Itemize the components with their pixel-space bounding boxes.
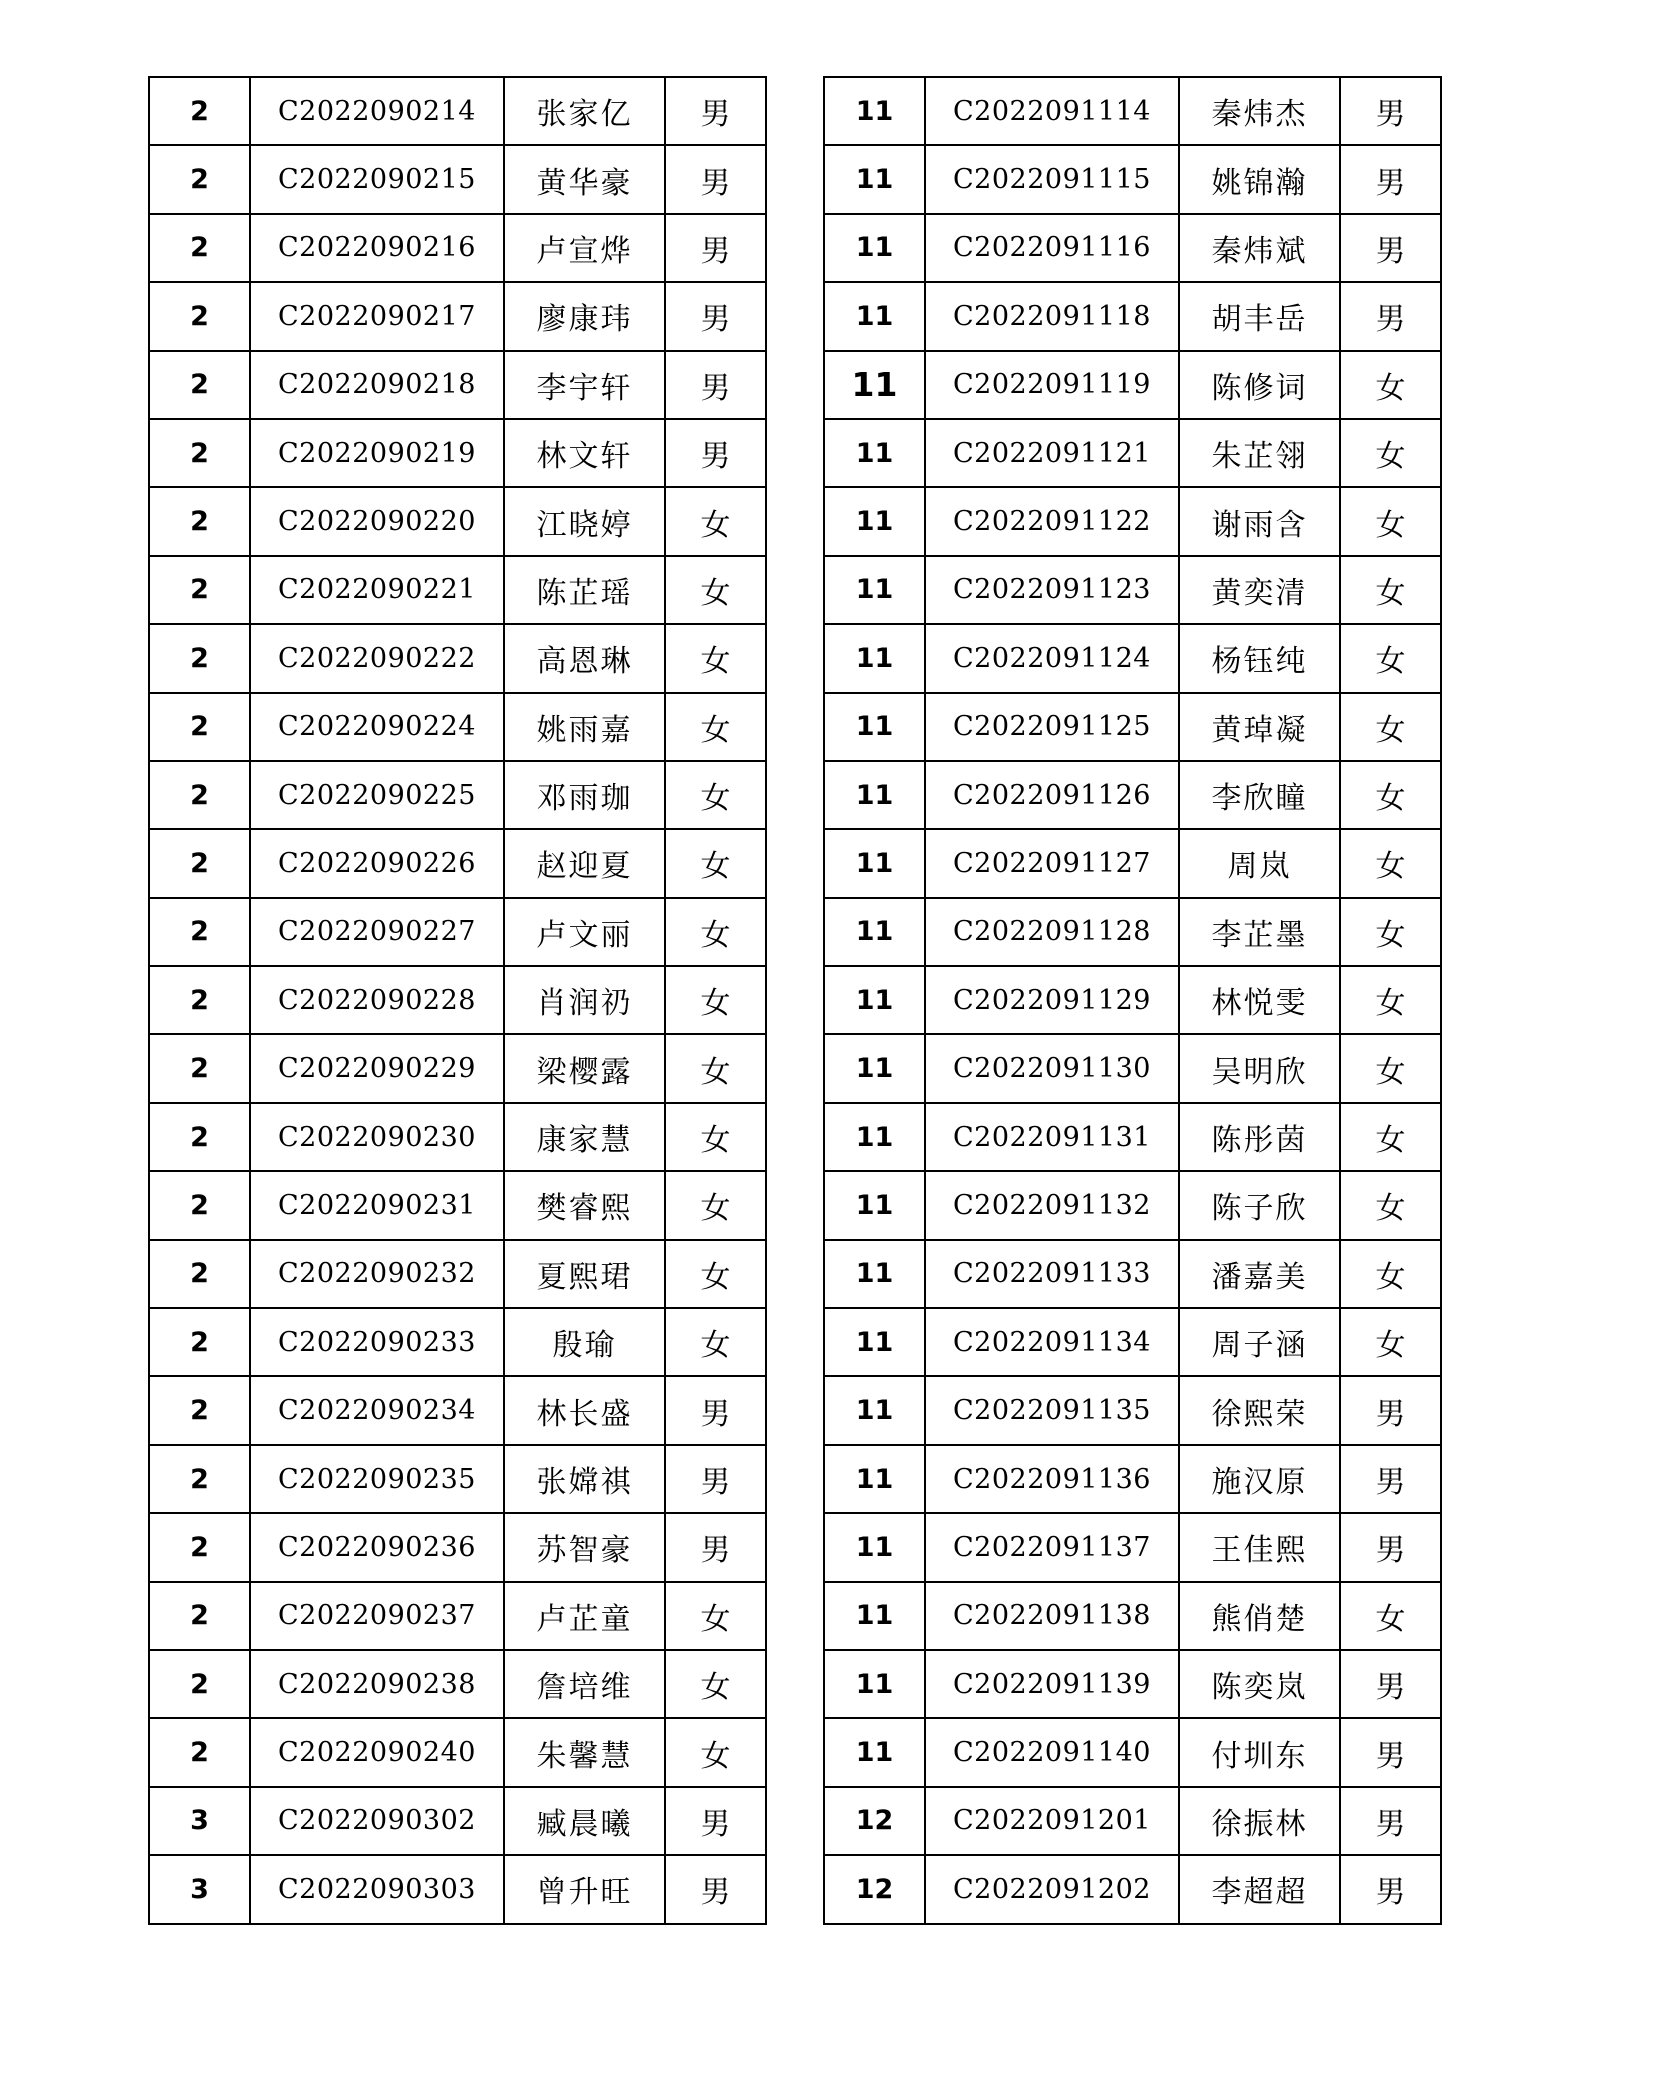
- student-id-cell: C2022091119: [925, 351, 1179, 419]
- student-name-cell: 张嫦祺: [504, 1445, 665, 1513]
- class-cell: 2: [149, 282, 250, 350]
- student-id-cell: C2022091126: [925, 761, 1179, 829]
- gender-cell: 男: [1340, 1718, 1441, 1786]
- gender-cell: 女: [1340, 487, 1441, 555]
- gender-cell: 女: [1340, 1240, 1441, 1308]
- class-cell: 2: [149, 829, 250, 897]
- table-row: [149, 1718, 766, 1786]
- student-name-cell: 夏熙珺: [504, 1240, 665, 1308]
- class-cell: 11: [824, 77, 925, 145]
- student-id-cell: C2022091115: [925, 145, 1179, 213]
- table-row: [149, 1787, 766, 1855]
- student-name-cell: 姚雨嘉: [504, 693, 665, 761]
- student-name-cell: 廖康玮: [504, 282, 665, 350]
- student-name-cell: 陈修词: [1179, 351, 1340, 419]
- student-name-cell: 黄奕清: [1179, 556, 1340, 624]
- gender-cell: 女: [1340, 1034, 1441, 1102]
- class-cell: 11: [824, 1308, 925, 1376]
- table-row: [149, 829, 766, 897]
- student-id-cell: C2022090216: [250, 214, 504, 282]
- student-id-cell: C2022091138: [925, 1582, 1179, 1650]
- student-id-cell: C2022091134: [925, 1308, 1179, 1376]
- student-id-cell: C2022090226: [250, 829, 504, 897]
- class-cell: 11: [824, 419, 925, 487]
- class-cell: 11: [824, 624, 925, 692]
- class-cell: 2: [149, 214, 250, 282]
- class-cell: 11: [824, 1650, 925, 1718]
- table-row: [824, 898, 1441, 966]
- class-cell: 2: [149, 1718, 250, 1786]
- gender-cell: 女: [1340, 761, 1441, 829]
- table-row: [149, 1103, 766, 1171]
- table-row: [824, 145, 1441, 213]
- student-id-cell: C2022091133: [925, 1240, 1179, 1308]
- student-name-cell: 苏智豪: [504, 1513, 665, 1581]
- class-cell: 11: [824, 1513, 925, 1581]
- class-cell: 11: [824, 214, 925, 282]
- student-name-cell: 黄华豪: [504, 145, 665, 213]
- class-cell: 2: [149, 487, 250, 555]
- table-row: [824, 1855, 1441, 1923]
- student-id-cell: C2022091128: [925, 898, 1179, 966]
- student-id-cell: C2022090225: [250, 761, 504, 829]
- table-row: [149, 1171, 766, 1239]
- gender-cell: 男: [1340, 1787, 1441, 1855]
- student-name-cell: 曾升旺: [504, 1855, 665, 1923]
- student-name-cell: 高恩琳: [504, 624, 665, 692]
- gender-cell: 男: [665, 351, 766, 419]
- table-row: [824, 1034, 1441, 1102]
- table-row: [149, 77, 766, 145]
- student-id-cell: C2022090235: [250, 1445, 504, 1513]
- gender-cell: 女: [665, 1171, 766, 1239]
- student-name-cell: 潘嘉美: [1179, 1240, 1340, 1308]
- student-name-cell: 陈子欣: [1179, 1171, 1340, 1239]
- student-id-cell: C2022090217: [250, 282, 504, 350]
- student-id-cell: C2022090224: [250, 693, 504, 761]
- class-cell: 11: [824, 1718, 925, 1786]
- student-name-cell: 臧晨曦: [504, 1787, 665, 1855]
- student-name-cell: 卢文丽: [504, 898, 665, 966]
- student-id-cell: C2022091124: [925, 624, 1179, 692]
- gender-cell: 女: [1340, 419, 1441, 487]
- student-name-cell: 周子涵: [1179, 1308, 1340, 1376]
- class-cell: 2: [149, 145, 250, 213]
- class-cell: 11: [824, 1445, 925, 1513]
- table-row: [824, 829, 1441, 897]
- student-id-cell: C2022091132: [925, 1171, 1179, 1239]
- student-id-cell: C2022090232: [250, 1240, 504, 1308]
- student-name-cell: 康家慧: [504, 1103, 665, 1171]
- gender-cell: 男: [665, 1787, 766, 1855]
- gender-cell: 男: [665, 282, 766, 350]
- table-row: [149, 1582, 766, 1650]
- student-id-cell: C2022091116: [925, 214, 1179, 282]
- gender-cell: 男: [665, 1513, 766, 1581]
- student-name-cell: 赵迎夏: [504, 829, 665, 897]
- student-name-cell: 胡丰岳: [1179, 282, 1340, 350]
- student-id-cell: C2022090303: [250, 1855, 504, 1923]
- gender-cell: 女: [1340, 624, 1441, 692]
- student-id-cell: C2022091125: [925, 693, 1179, 761]
- gender-cell: 女: [665, 693, 766, 761]
- table-row: [824, 966, 1441, 1034]
- class-cell: 2: [149, 556, 250, 624]
- table-row: [149, 1240, 766, 1308]
- class-cell: 11: [824, 1034, 925, 1102]
- student-name-cell: 李超超: [1179, 1855, 1340, 1923]
- gender-cell: 女: [665, 1103, 766, 1171]
- gender-cell: 男: [665, 1376, 766, 1444]
- student-id-cell: C2022091118: [925, 282, 1179, 350]
- gender-cell: 女: [665, 1718, 766, 1786]
- class-cell: 3: [149, 1787, 250, 1855]
- class-cell: 11: [824, 1582, 925, 1650]
- gender-cell: 女: [665, 1650, 766, 1718]
- gender-cell: 男: [1340, 1650, 1441, 1718]
- gender-cell: 女: [665, 556, 766, 624]
- student-name-cell: 肖润礽: [504, 966, 665, 1034]
- student-id-cell: C2022091130: [925, 1034, 1179, 1102]
- student-name-cell: 卢宣烨: [504, 214, 665, 282]
- table-row: [824, 761, 1441, 829]
- student-name-cell: 邓雨珈: [504, 761, 665, 829]
- class-cell: 11: [824, 1240, 925, 1308]
- gender-cell: 男: [665, 214, 766, 282]
- class-cell: 11: [824, 829, 925, 897]
- gender-cell: 男: [1340, 145, 1441, 213]
- table-row: [824, 77, 1441, 145]
- table-row: [824, 556, 1441, 624]
- student-id-cell: C2022091114: [925, 77, 1179, 145]
- student-name-cell: 梁樱露: [504, 1034, 665, 1102]
- table-row: [824, 624, 1441, 692]
- table-row: [824, 1103, 1441, 1171]
- table-row: [824, 1513, 1441, 1581]
- class-cell: 2: [149, 624, 250, 692]
- gender-cell: 男: [1340, 77, 1441, 145]
- gender-cell: 女: [1340, 1308, 1441, 1376]
- gender-cell: 女: [1340, 829, 1441, 897]
- student-name-cell: 熊俏楚: [1179, 1582, 1340, 1650]
- student-id-cell: C2022091135: [925, 1376, 1179, 1444]
- gender-cell: 男: [1340, 1513, 1441, 1581]
- student-name-cell: 谢雨含: [1179, 487, 1340, 555]
- gender-cell: 男: [665, 145, 766, 213]
- student-name-cell: 徐熙荣: [1179, 1376, 1340, 1444]
- student-name-cell: 陈奕岚: [1179, 1650, 1340, 1718]
- student-name-cell: 殷瑜: [504, 1308, 665, 1376]
- class-cell: 2: [149, 693, 250, 761]
- student-id-cell: C2022091129: [925, 966, 1179, 1034]
- gender-cell: 男: [1340, 282, 1441, 350]
- student-id-cell: C2022091140: [925, 1718, 1179, 1786]
- student-name-cell: 李芷墨: [1179, 898, 1340, 966]
- student-name-cell: 周岚: [1179, 829, 1340, 897]
- student-name-cell: 林长盛: [504, 1376, 665, 1444]
- student-id-cell: C2022091127: [925, 829, 1179, 897]
- class-cell: 11: [824, 487, 925, 555]
- gender-cell: 女: [665, 624, 766, 692]
- gender-cell: 男: [665, 1445, 766, 1513]
- class-cell: 2: [149, 898, 250, 966]
- gender-cell: 男: [665, 1855, 766, 1923]
- table-row: [149, 214, 766, 282]
- gender-cell: 男: [1340, 214, 1441, 282]
- student-id-cell: C2022090234: [250, 1376, 504, 1444]
- class-cell: 2: [149, 966, 250, 1034]
- class-cell: 12: [824, 1787, 925, 1855]
- table-row: [824, 693, 1441, 761]
- table-row: [824, 1445, 1441, 1513]
- gender-cell: 女: [665, 761, 766, 829]
- gender-cell: 女: [665, 898, 766, 966]
- class-cell: 11: [824, 898, 925, 966]
- student-name-cell: 李宇轩: [504, 351, 665, 419]
- student-id-cell: C2022090222: [250, 624, 504, 692]
- class-cell: 2: [149, 1240, 250, 1308]
- class-cell: 2: [149, 77, 250, 145]
- student-name-cell: 李欣瞳: [1179, 761, 1340, 829]
- gender-cell: 女: [1340, 1171, 1441, 1239]
- student-name-cell: 林悦雯: [1179, 966, 1340, 1034]
- table-row: [824, 487, 1441, 555]
- table-row: [149, 351, 766, 419]
- gender-cell: 女: [1340, 693, 1441, 761]
- table-row: [824, 1650, 1441, 1718]
- student-name-cell: 吴明欣: [1179, 1034, 1340, 1102]
- student-name-cell: 黄琸凝: [1179, 693, 1340, 761]
- gender-cell: 女: [665, 1034, 766, 1102]
- student-id-cell: C2022090218: [250, 351, 504, 419]
- class-cell: 2: [149, 1034, 250, 1102]
- class-cell: 11: [824, 556, 925, 624]
- student-id-cell: C2022090233: [250, 1308, 504, 1376]
- student-name-cell: 樊睿熙: [504, 1171, 665, 1239]
- student-name-cell: 陈芷瑶: [504, 556, 665, 624]
- gender-cell: 男: [1340, 1376, 1441, 1444]
- class-cell: 12: [824, 1855, 925, 1923]
- student-id-cell: C2022090227: [250, 898, 504, 966]
- table-row: [824, 1240, 1441, 1308]
- student-id-cell: C2022091139: [925, 1650, 1179, 1718]
- student-id-cell: C2022090231: [250, 1171, 504, 1239]
- class-cell: 11: [824, 1103, 925, 1171]
- student-name-cell: 付圳东: [1179, 1718, 1340, 1786]
- class-cell: 2: [149, 1376, 250, 1444]
- class-cell: 2: [149, 761, 250, 829]
- table-row: [149, 898, 766, 966]
- class-cell: 2: [149, 1171, 250, 1239]
- student-name-cell: 王佳熙: [1179, 1513, 1340, 1581]
- student-name-cell: 陈彤茵: [1179, 1103, 1340, 1171]
- table-row: [824, 1308, 1441, 1376]
- student-id-cell: C2022091122: [925, 487, 1179, 555]
- gender-cell: 男: [665, 77, 766, 145]
- class-cell: 11: [824, 966, 925, 1034]
- gender-cell: 男: [1340, 1855, 1441, 1923]
- class-cell: 11: [824, 693, 925, 761]
- table-row: [824, 351, 1441, 419]
- student-id-cell: C2022090230: [250, 1103, 504, 1171]
- student-id-cell: C2022091202: [925, 1855, 1179, 1923]
- student-name-cell: 张家亿: [504, 77, 665, 145]
- student-id-cell: C2022090237: [250, 1582, 504, 1650]
- roster-table-right: [823, 76, 1442, 1925]
- class-cell: 2: [149, 351, 250, 419]
- class-cell: 2: [149, 1103, 250, 1171]
- student-id-cell: C2022091137: [925, 1513, 1179, 1581]
- student-name-cell: 詹培维: [504, 1650, 665, 1718]
- class-cell: 2: [149, 1650, 250, 1718]
- student-name-cell: 徐振林: [1179, 1787, 1340, 1855]
- table-row: [149, 1034, 766, 1102]
- student-id-cell: C2022090229: [250, 1034, 504, 1102]
- student-name-cell: 朱芷翎: [1179, 419, 1340, 487]
- table-row: [824, 1171, 1441, 1239]
- table-row: [824, 214, 1441, 282]
- class-cell: 3: [149, 1855, 250, 1923]
- student-id-cell: C2022090215: [250, 145, 504, 213]
- student-id-cell: C2022091136: [925, 1445, 1179, 1513]
- table-row: [149, 1376, 766, 1444]
- roster-table-left: [148, 76, 767, 1925]
- class-cell: 11: [824, 761, 925, 829]
- class-cell: 11: [824, 1171, 925, 1239]
- student-id-cell: C2022090238: [250, 1650, 504, 1718]
- gender-cell: 女: [1340, 966, 1441, 1034]
- student-name-cell: 朱馨慧: [504, 1718, 665, 1786]
- table-row: [149, 419, 766, 487]
- student-id-cell: C2022091201: [925, 1787, 1179, 1855]
- gender-cell: 女: [1340, 1582, 1441, 1650]
- class-cell: 2: [149, 1582, 250, 1650]
- student-name-cell: 秦炜杰: [1179, 77, 1340, 145]
- table-row: [824, 1376, 1441, 1444]
- student-name-cell: 林文轩: [504, 419, 665, 487]
- gender-cell: 女: [665, 966, 766, 1034]
- table-row: [824, 1718, 1441, 1786]
- table-row: [149, 487, 766, 555]
- gender-cell: 女: [1340, 1103, 1441, 1171]
- table-row: [149, 145, 766, 213]
- table-row: [824, 419, 1441, 487]
- student-id-cell: C2022090221: [250, 556, 504, 624]
- class-cell: 11: [824, 282, 925, 350]
- student-id-cell: C2022090214: [250, 77, 504, 145]
- table-row: [824, 1787, 1441, 1855]
- class-cell: 2: [149, 1308, 250, 1376]
- student-id-cell: C2022090220: [250, 487, 504, 555]
- gender-cell: 女: [665, 487, 766, 555]
- student-name-cell: 杨钰纯: [1179, 624, 1340, 692]
- student-id-cell: C2022091131: [925, 1103, 1179, 1171]
- table-row: [149, 1650, 766, 1718]
- student-id-cell: C2022090236: [250, 1513, 504, 1581]
- gender-cell: 女: [1340, 351, 1441, 419]
- student-id-cell: C2022091121: [925, 419, 1179, 487]
- gender-cell: 女: [665, 1308, 766, 1376]
- class-cell: 2: [149, 419, 250, 487]
- table-row: [824, 1582, 1441, 1650]
- table-row: [149, 556, 766, 624]
- table-row: [149, 1855, 766, 1923]
- student-id-cell: C2022090240: [250, 1718, 504, 1786]
- gender-cell: 女: [665, 1240, 766, 1308]
- student-name-cell: 卢芷童: [504, 1582, 665, 1650]
- gender-cell: 男: [1340, 1445, 1441, 1513]
- table-row: [149, 966, 766, 1034]
- class-cell: 11: [824, 351, 925, 419]
- table-row: [149, 693, 766, 761]
- student-id-cell: C2022091123: [925, 556, 1179, 624]
- class-cell: 2: [149, 1513, 250, 1581]
- student-name-cell: 江晓婷: [504, 487, 665, 555]
- table-row: [149, 1445, 766, 1513]
- student-id-cell: C2022090219: [250, 419, 504, 487]
- table-row: [149, 624, 766, 692]
- gender-cell: 女: [1340, 898, 1441, 966]
- table-row: [824, 282, 1441, 350]
- class-cell: 2: [149, 1445, 250, 1513]
- table-row: [149, 761, 766, 829]
- class-cell: 11: [824, 1376, 925, 1444]
- student-id-cell: C2022090302: [250, 1787, 504, 1855]
- gender-cell: 女: [665, 1582, 766, 1650]
- student-name-cell: 秦炜斌: [1179, 214, 1340, 282]
- table-row: [149, 1308, 766, 1376]
- student-name-cell: 施汉原: [1179, 1445, 1340, 1513]
- table-row: [149, 1513, 766, 1581]
- student-id-cell: C2022090228: [250, 966, 504, 1034]
- gender-cell: 女: [665, 829, 766, 897]
- gender-cell: 女: [1340, 556, 1441, 624]
- class-cell: 11: [824, 145, 925, 213]
- student-name-cell: 姚锦瀚: [1179, 145, 1340, 213]
- gender-cell: 男: [665, 419, 766, 487]
- table-row: [149, 282, 766, 350]
